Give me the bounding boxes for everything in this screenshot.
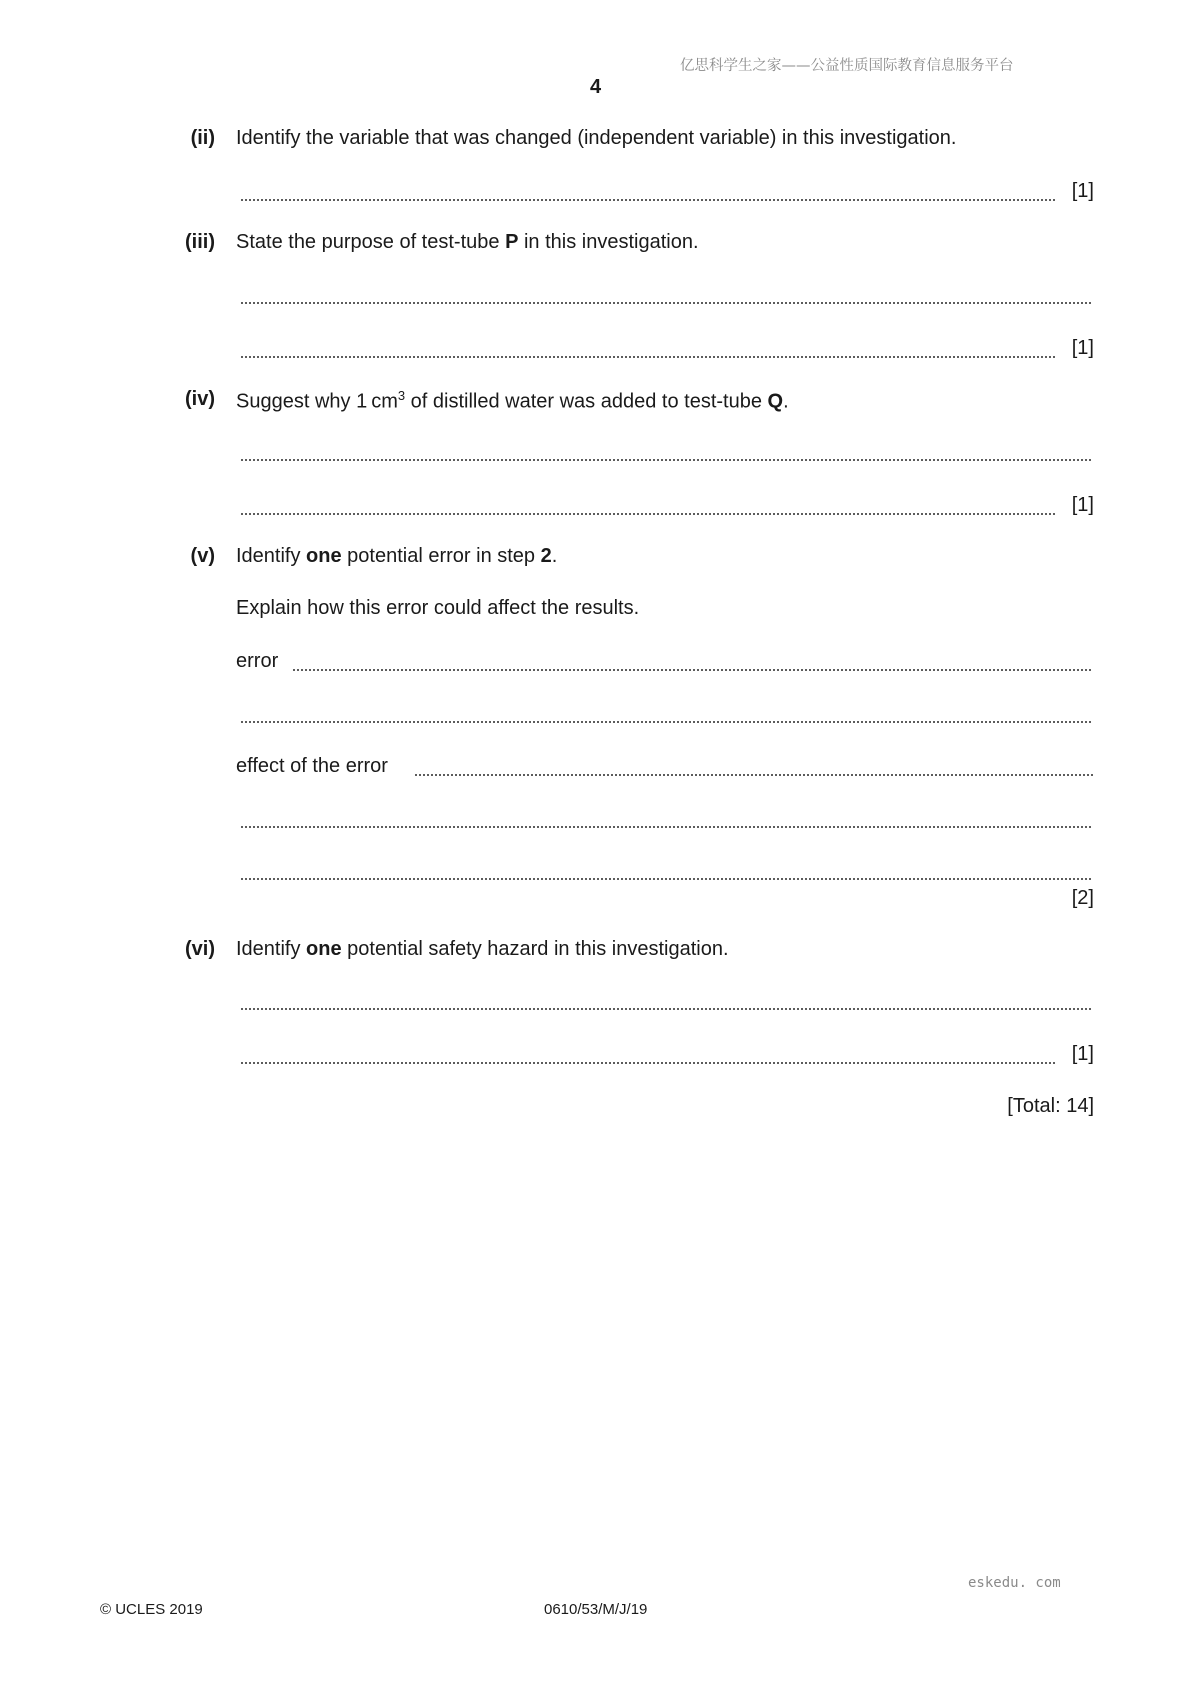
answer-line[interactable] (240, 1007, 1093, 1011)
mark-iii: [1] (1071, 337, 1094, 359)
answer-line[interactable] (240, 458, 1093, 462)
answer-line[interactable] (240, 198, 1055, 202)
answer-line[interactable] (414, 773, 1093, 777)
total-marks: [Total: 14] (1007, 1095, 1094, 1117)
mark-iv: [1] (1071, 494, 1094, 516)
question-number-vi: (vi) (185, 938, 215, 960)
question-number-ii: (ii) (190, 127, 215, 149)
answer-line[interactable] (240, 877, 1093, 881)
effect-label: effect of the error (236, 755, 388, 777)
answer-line[interactable] (240, 720, 1093, 724)
question-text-iv: Suggest why 1 $cm^3$ of distilled water was added to test-tube Q. (236, 388, 789, 413)
answer-line[interactable] (240, 825, 1093, 829)
question-number-iii: (iii) (185, 231, 215, 253)
site-watermark: eskedu. com (968, 1575, 1061, 1591)
question-number-v: (v) (190, 545, 215, 567)
question-text-iii: State the purpose of test-tube P in this investigation. (236, 231, 699, 253)
answer-line[interactable] (292, 668, 1093, 672)
question-text-ii: Identify the variable that was changed (independent variable) in this investigation. (236, 127, 957, 149)
paper-code: 0610/53/M/J/19 (544, 1601, 648, 1618)
page-number: 4 (589, 76, 602, 98)
answer-line[interactable] (240, 355, 1055, 359)
question-text-vi: Identify one potential safety hazard in this investigation. (236, 938, 729, 960)
question-instruction-v: Explain how this error could affect the results. (236, 597, 640, 619)
copyright: © UCLES 2019 (100, 1601, 203, 1618)
mark-vi: [1] (1071, 1043, 1094, 1065)
answer-line[interactable] (240, 512, 1055, 516)
watermark-text: 亿思科学生之家——公益性质国际教育信息服务平台 (680, 58, 1014, 74)
answer-line[interactable] (240, 301, 1093, 305)
mark-v: [2] (1071, 887, 1094, 909)
question-number-iv: (iv) (185, 388, 215, 410)
error-label: error (236, 650, 279, 672)
answer-line[interactable] (240, 1061, 1055, 1065)
mark-ii: [1] (1071, 180, 1094, 202)
question-text-v: Identify one potential error in step 2. (236, 545, 558, 567)
